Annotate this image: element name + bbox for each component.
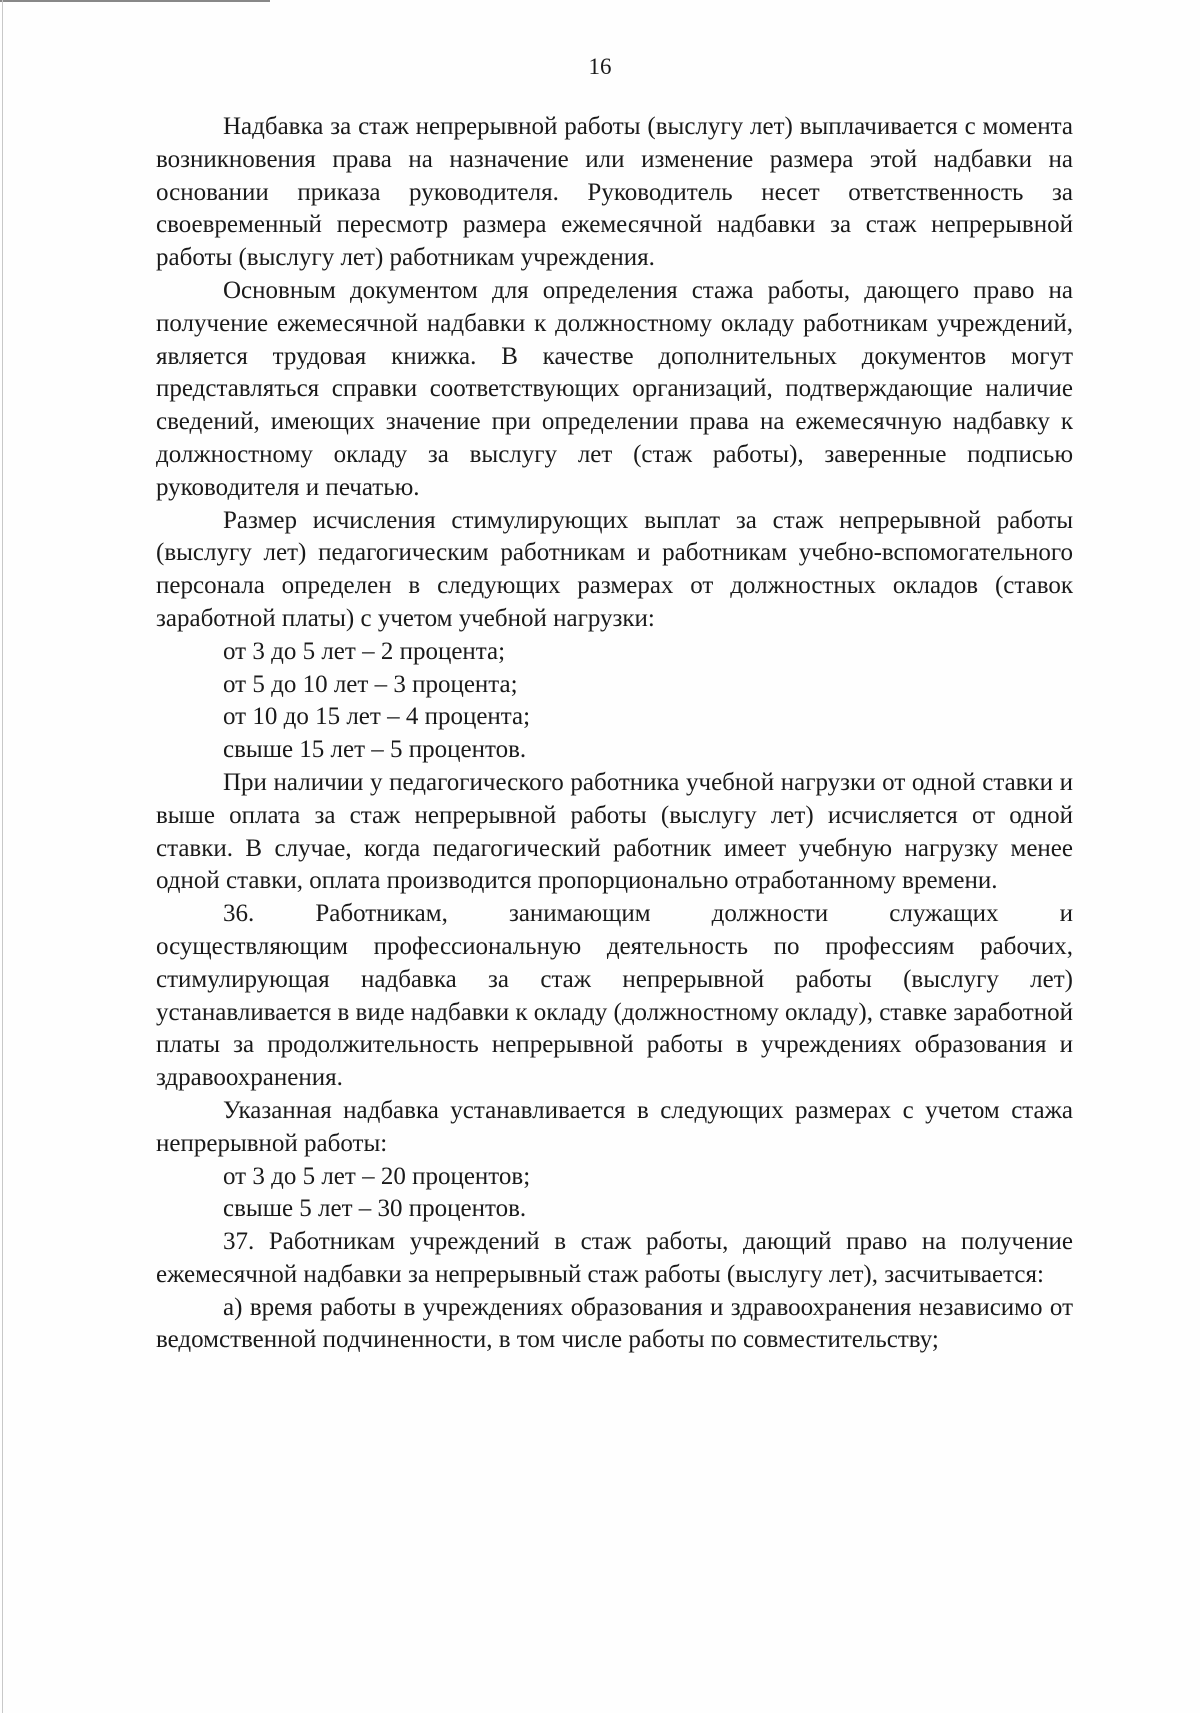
paragraph: Указанная надбавка устанавливается в следующих размерах с учетом стажа непрерывной работы: <box>156 1096 1073 1157</box>
page-number: 16 <box>588 54 612 79</box>
paragraph: 37. Работникам учреждений в стаж работы, дающий право на получение ежемесячной надбавки за непрерывный стаж работы (выслугу лет), засчитывается: <box>156 1228 1073 1288</box>
paragraph: Основным документом для определения стажа работы, дающего право на получение ежемесячной надбавки к должностному окладу работникам учреждений, является трудовая книжка. В качестве дополнительных документов могут представляться справки соответствующих организаций, подтверждающие наличие сведений, имеющих значение при определении права на ежемесячную надбавку к должностному окладу за выслугу лет (стаж работы), заверенные подписью руководителя и печатью. <box>156 276 1073 501</box>
scan-edge-left <box>2 0 3 1713</box>
scan-edge-top <box>0 0 270 2</box>
paragraph: Размер исчисления стимулирующих выплат за стаж непрерывной работы (выслугу лет) педагогическим работникам и работникам учебно-вспомогательного персонала определен в следующих размерах от должностных окладов (ставок заработной платы) с учетом учебной нагрузки: <box>156 506 1073 632</box>
list-item: от 10 до 15 лет – 4 процента; <box>223 703 531 731</box>
paragraph: 36. Работникам, занимающим должности служащих и <box>223 900 1073 928</box>
paragraph: При наличии у педагогического работника учебной нагрузки от одной ставки и выше оплата за стаж непрерывной работы (выслугу лет) исчисляется от одной ставки. В случае, когда педагогический работник имеет учебную нагрузку менее одной ставки, оплата производится пропорционально отработанному времени. <box>156 768 1073 895</box>
list-item: свыше 5 лет – 30 процентов. <box>223 1195 527 1223</box>
document-body <box>156 111 1073 1357</box>
list-item: свыше 15 лет – 5 процентов. <box>223 736 527 764</box>
list-item: от 3 до 5 лет – 2 процента; <box>223 637 506 665</box>
paragraph: Надбавка за стаж непрерывной работы (выслугу лет) выплачивается с момента возникновения права на назначение или изменение размера этой надбавки на основании приказа руководителя. Руководитель несет ответственность за своевременный пересмотр размера ежемесячной надбавки за стаж непрерывной работы (выслугу лет) работникам учреждения. <box>156 113 1073 272</box>
paragraph: а) время работы в учреждениях образования и здравоохранения независимо от ведомственной подчиненности, в том числе работы по совместительству; <box>156 1293 1073 1354</box>
list-item: от 5 до 10 лет – 3 процента; <box>223 670 518 698</box>
paragraph: осуществляющим профессиональную деятельность по профессиям рабочих, стимулирующая надбавка за стаж непрерывной работы (выслугу лет) устанавливается в виде надбавки к окладу (должностному окладу), ставке заработной платы за продолжительность непрерывной работы в учреждениях образования и здравоохранения. <box>156 932 1073 1092</box>
list-item: от 3 до 5 лет – 20 процентов; <box>223 1162 531 1190</box>
